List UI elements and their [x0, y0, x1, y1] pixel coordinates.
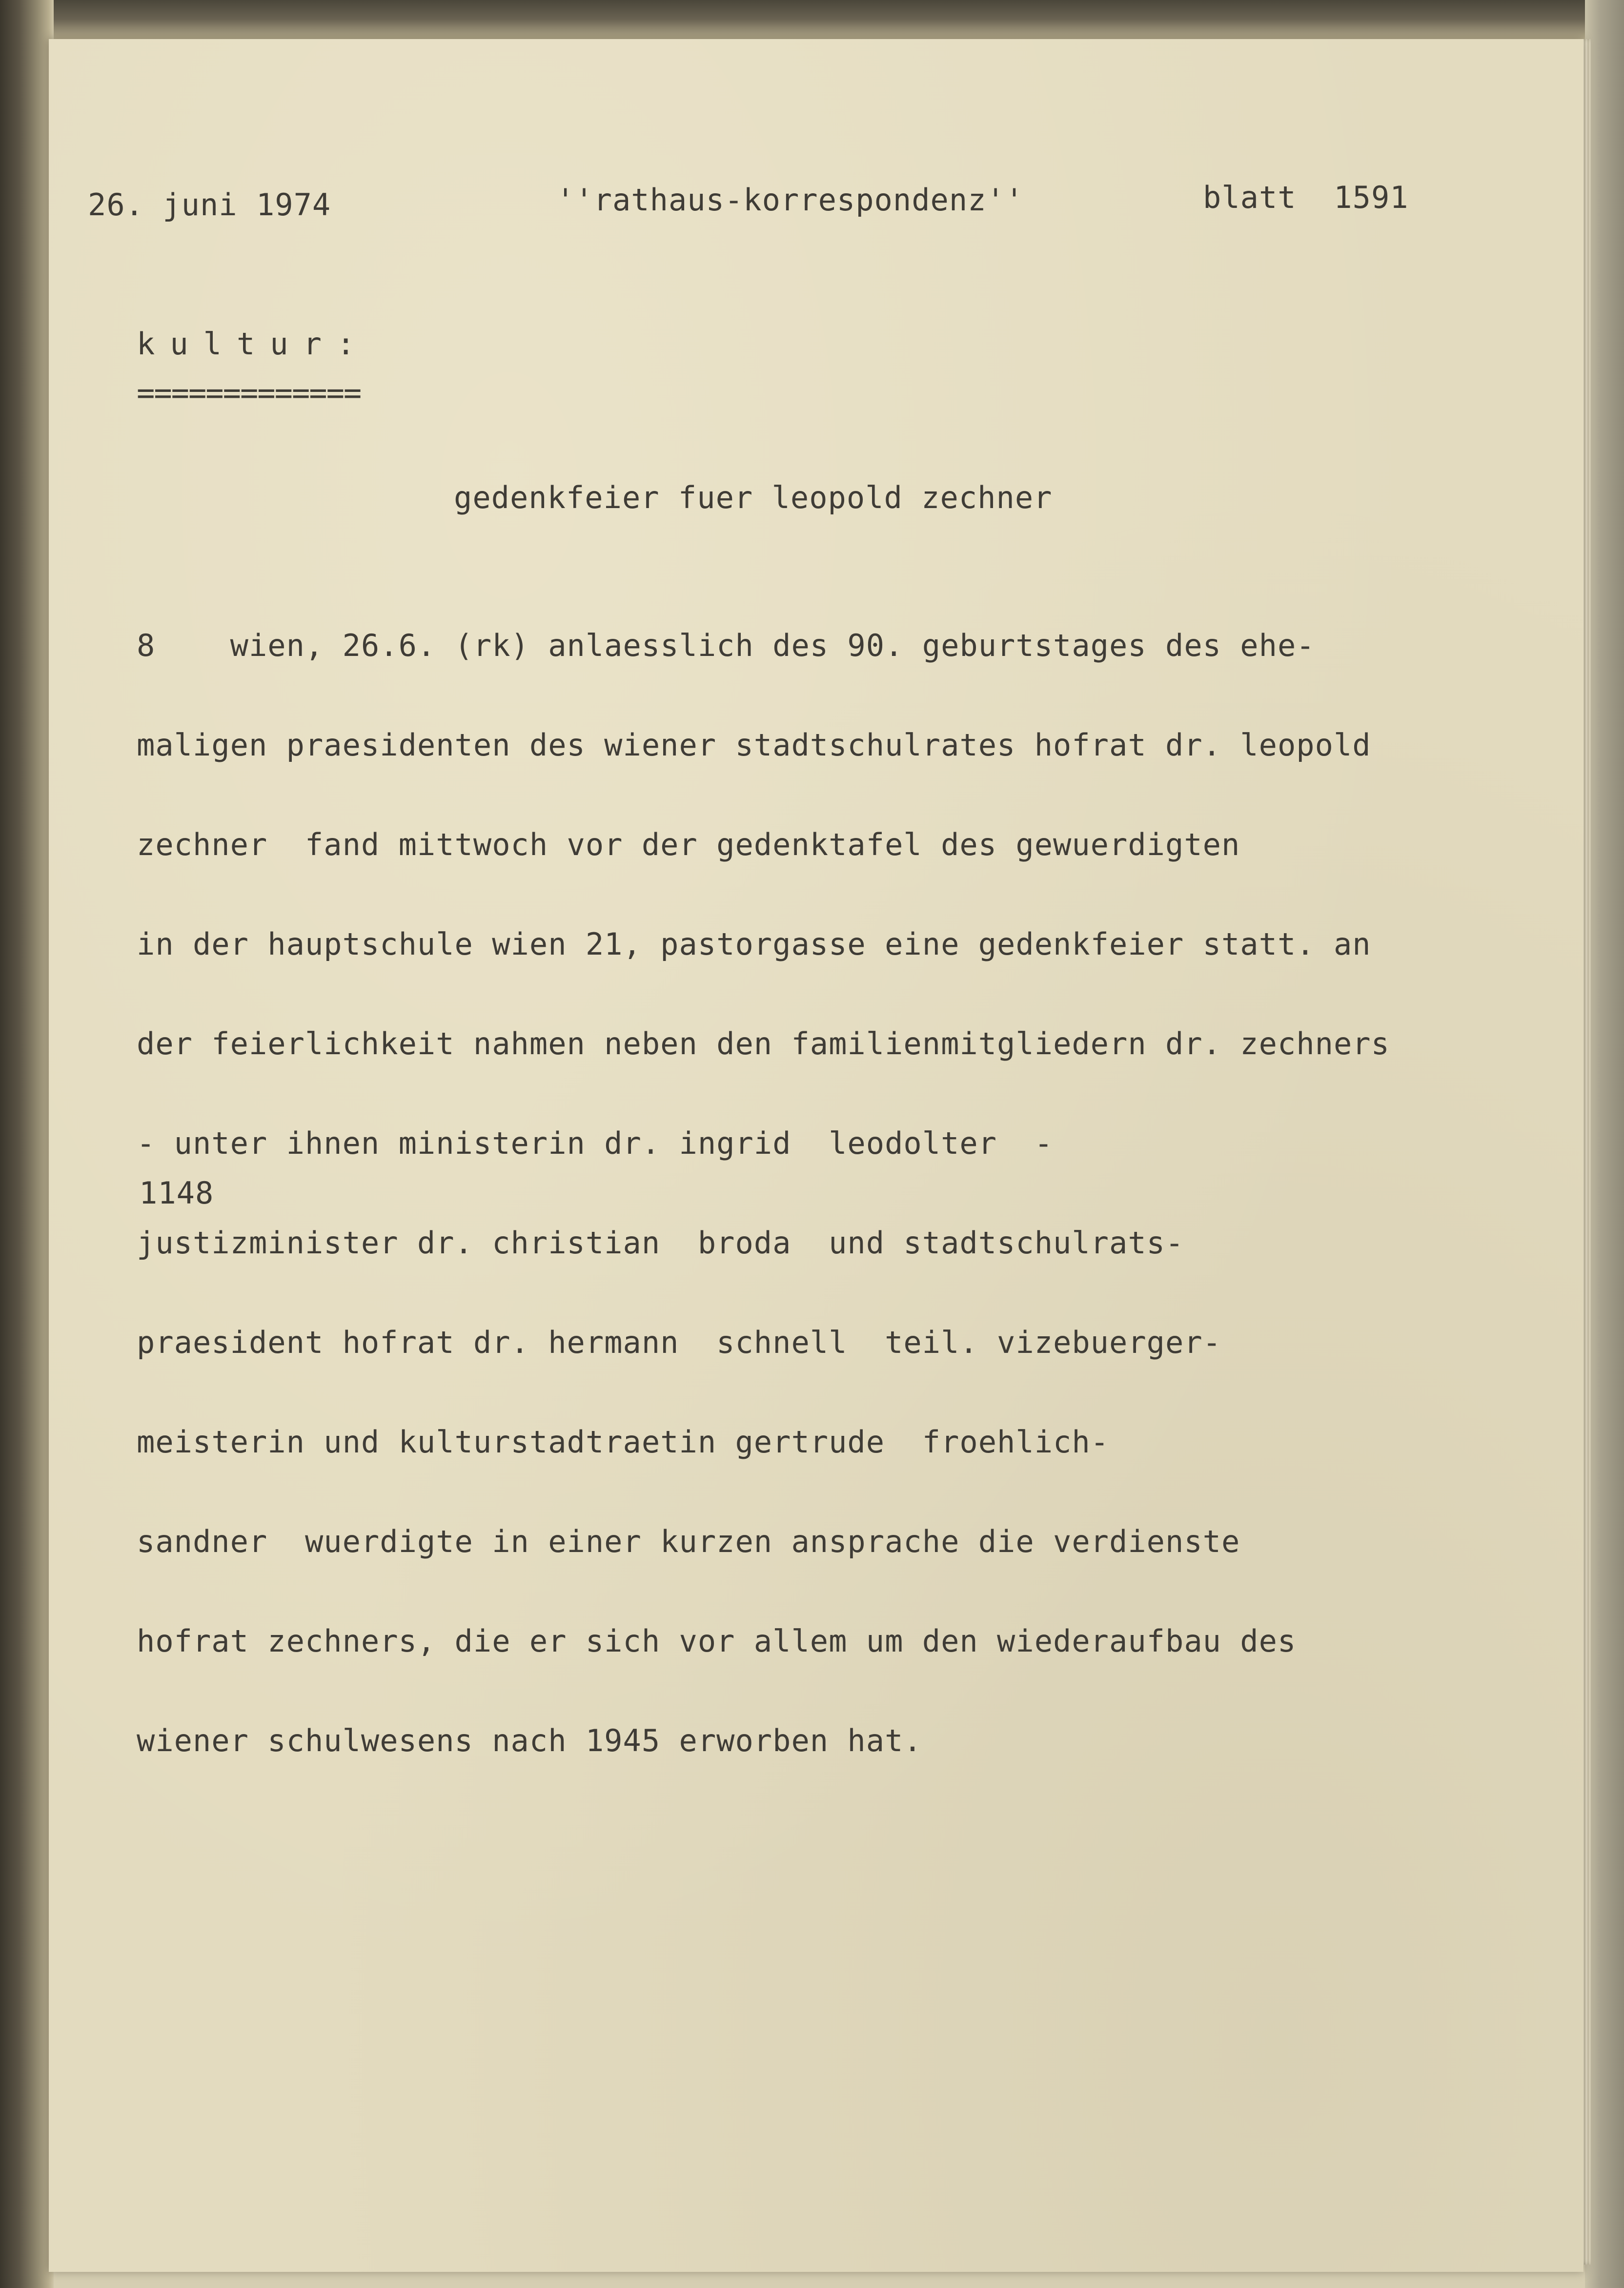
- header-date: 26. juni 1974: [88, 187, 331, 223]
- scan-border-top: [0, 0, 1624, 39]
- body-line: zechner fand mittwoch vor der gedenktafel des gewuerdigten: [137, 827, 1240, 862]
- body-line: hofrat zechners, die er sich vor allem um den wiederaufbau des: [137, 1623, 1297, 1659]
- footer-code: 1148: [139, 1175, 214, 1211]
- header-sheet-number: blatt 1591: [1203, 180, 1409, 215]
- body-line: - unter ihnen ministerin dr. ingrid leodolter -: [137, 1125, 1054, 1161]
- body-line: wiener schulwesens nach 1945 erworben hat.: [137, 1723, 922, 1758]
- body-line: der feierlichkeit nahmen neben den familienmitgliedern dr. zechners: [137, 1026, 1390, 1062]
- body-line: justizminister dr. christian broda und stadtschulrats-: [137, 1225, 1184, 1261]
- body-line: sandner wuerdigte in einer kurzen ansprache die verdienste: [137, 1524, 1240, 1559]
- scan-border-right: [1585, 0, 1624, 2288]
- article-title: gedenkfeier fuer leopold zechner: [454, 480, 1053, 515]
- section-underline: =============: [137, 375, 361, 410]
- scan-binding-left: [0, 0, 54, 2288]
- body-line: maligen praesidenten des wiener stadtschulrates hofrat dr. leopold: [137, 727, 1371, 763]
- header-publication: ''rathaus-korrespondenz'': [556, 182, 1024, 218]
- body-line: praesident hofrat dr. hermann schnell teil. vizebuerger-: [137, 1325, 1221, 1360]
- body-line: in der hauptschule wien 21, pastorgasse eine gedenkfeier statt. an: [137, 926, 1371, 962]
- body-line: 8 wien, 26.6. (rk) anlaesslich des 90. geburtstages des ehe-: [137, 628, 1315, 663]
- article-body: [137, 571, 1390, 1816]
- section-label: kultur:: [137, 326, 370, 362]
- body-line: meisterin und kulturstadtraetin gertrude froehlich-: [137, 1424, 1110, 1460]
